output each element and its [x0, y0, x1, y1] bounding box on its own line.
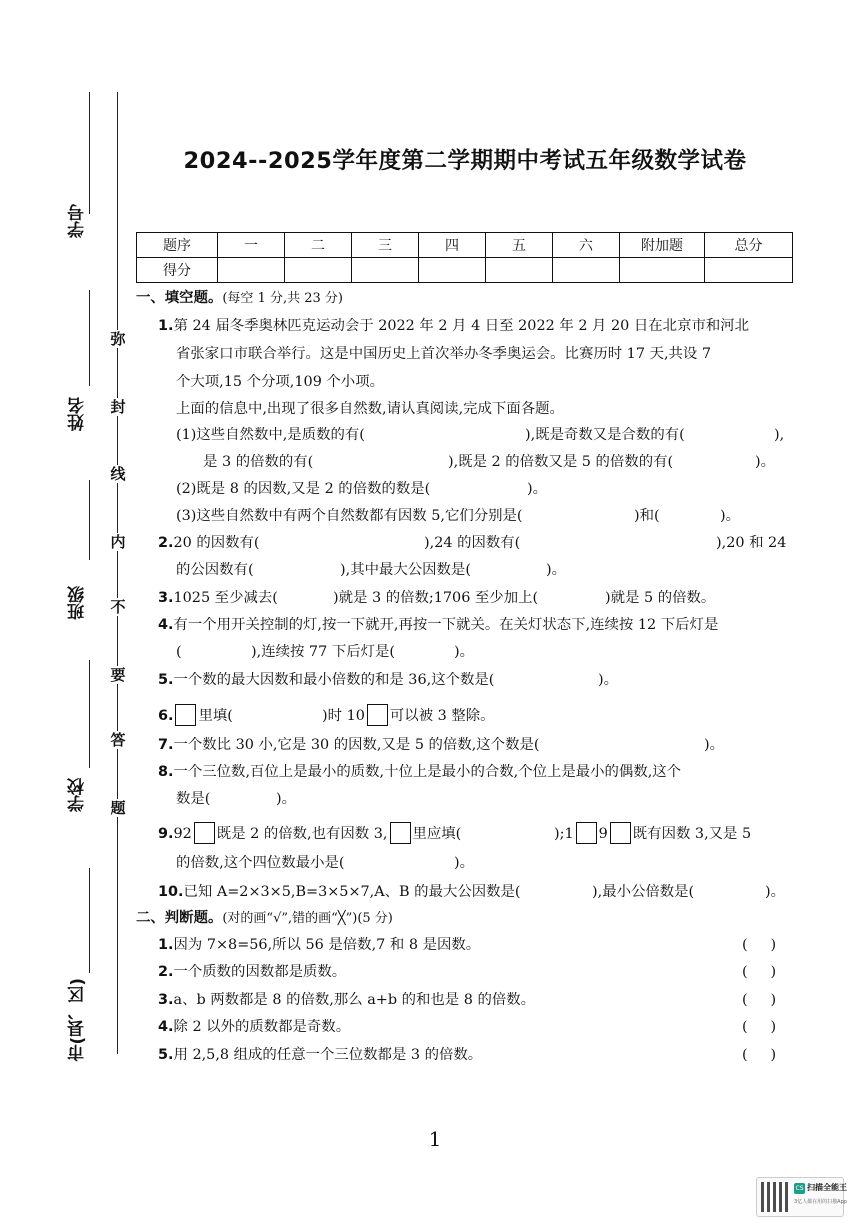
score-header-cell: 一	[218, 233, 285, 258]
question-number: 8.	[158, 764, 174, 780]
question-number: 3.	[158, 590, 174, 606]
class-label: 班级	[68, 586, 88, 620]
q1-sub1-text: ),	[774, 427, 785, 443]
q1-sub1-text: )。	[755, 454, 776, 470]
page-number: 1	[428, 1127, 442, 1151]
scanner-logo-icon: CS	[795, 1185, 804, 1192]
q1-sub3-text: )。	[720, 508, 741, 524]
q1-line1: 第 24 届冬季奥林匹克运动会于 2022 年 2 月 4 日至 2022 年 2 月 20 日在北京市和河北	[173, 318, 750, 334]
exam-title: 2024--2025学年度第二学期期中考试五年级数学试卷	[183, 148, 747, 174]
school-label: 学校	[68, 778, 88, 812]
judge-answer-paren[interactable]: ( )	[742, 1047, 777, 1063]
section2-heading: 二、判断题。(对的画“√”,错的画“╳”)(5 分)	[136, 910, 393, 926]
score-input-cell[interactable]	[218, 258, 285, 283]
score-header-cell: 六	[553, 233, 620, 258]
seal-char: 弥	[110, 330, 126, 348]
score-header-cell: 三	[352, 233, 419, 258]
q1-sub1-text: ),既是奇数又是合数的有(	[525, 427, 685, 443]
district-label: 市(县、区)	[68, 978, 88, 1062]
binding-line-outer	[89, 290, 90, 386]
answer-box[interactable]	[390, 822, 411, 844]
student-id-label: 学号	[68, 204, 88, 238]
score-row-label: 得分	[137, 258, 218, 283]
q1-sub1-text: ),既是 2 的倍数又是 5 的倍数的有(	[448, 454, 674, 470]
seal-char: 内	[110, 533, 126, 551]
question-number: 9.	[158, 826, 174, 842]
q1-sub2-text: )。	[527, 481, 548, 497]
section1-heading: 一、填空题。(每空 1 分,共 23 分)	[136, 290, 343, 306]
judge-answer-paren[interactable]: ( )	[742, 937, 777, 953]
answer-box[interactable]	[576, 822, 597, 844]
name-label: 姓名	[68, 397, 88, 431]
question-number: 1.	[158, 937, 174, 953]
seal-char: 答	[110, 731, 126, 749]
answer-box[interactable]	[367, 704, 388, 726]
judge-answer-paren[interactable]: ( )	[742, 992, 777, 1008]
score-table	[136, 232, 793, 283]
score-input-cell[interactable]	[352, 258, 419, 283]
score-input-cell[interactable]	[553, 258, 620, 283]
binding-line-outer	[89, 660, 90, 768]
q1-line2: 省张家口市联合举行。这是中国历史上首次举办冬季奥运会。比赛历时 17 天,共设 7	[176, 346, 712, 362]
score-input-cell[interactable]	[486, 258, 553, 283]
binding-line-outer	[89, 868, 90, 973]
question-number: 4.	[158, 1019, 174, 1035]
score-header-cell: 二	[285, 233, 352, 258]
score-input-cell[interactable]	[705, 258, 793, 283]
score-table-header-row	[137, 233, 793, 258]
binding-line-inner	[117, 92, 118, 1054]
section2-note: (对的画“√”,错的画“╳”)(5 分)	[222, 911, 393, 926]
score-header-cell: 总分	[705, 233, 793, 258]
score-input-cell[interactable]	[620, 258, 705, 283]
judge-answer-paren[interactable]: ( )	[742, 1019, 777, 1035]
seal-char: 不	[110, 598, 126, 616]
binding-line-outer	[89, 92, 90, 214]
q1-sub1-text: 是 3 的倍数的有(	[203, 454, 314, 470]
question-number: 6.	[158, 708, 174, 724]
seal-char: 线	[110, 465, 126, 483]
question-number: 5.	[158, 672, 174, 688]
answer-box[interactable]	[194, 822, 215, 844]
score-header-cell: 附加题	[620, 233, 705, 258]
q1-sub1-text: (1)这些自然数中,是质数的有(	[176, 427, 365, 443]
q1-sub3-text: )和(	[634, 508, 660, 524]
q1-line3: 个大项,15 个分项,109 个小项。	[176, 374, 384, 390]
question-number: 1.	[158, 318, 174, 334]
question-number: 7.	[158, 737, 174, 753]
score-input-cell[interactable]	[419, 258, 486, 283]
question-number: 3.	[158, 992, 174, 1008]
scanner-badge-title: 扫描全能王	[807, 1183, 847, 1192]
section1-note: (每空 1 分,共 23 分)	[222, 291, 343, 306]
seal-char: 题	[110, 799, 126, 817]
question-number: 5.	[158, 1047, 174, 1063]
answer-box[interactable]	[610, 822, 631, 844]
seal-char: 要	[110, 666, 126, 684]
binding-line-outer	[89, 480, 90, 560]
score-header-cell: 四	[419, 233, 486, 258]
score-input-cell[interactable]	[285, 258, 352, 283]
q1-line4: 上面的信息中,出现了很多自然数,请认真阅读,完成下面各题。	[176, 401, 564, 417]
score-header-cell: 题序	[137, 233, 218, 258]
judge-answer-paren[interactable]: ( )	[742, 964, 777, 980]
question-number: 4.	[158, 617, 174, 633]
question-number: 2.	[158, 964, 174, 980]
scanner-badge-subtitle: 3亿人都在用的扫描App	[794, 1199, 847, 1205]
question-number: 2.	[158, 535, 174, 551]
q1-sub3-text: (3)这些自然数中有两个自然数都有因数 5,它们分别是(	[176, 508, 523, 524]
qr-code-icon	[761, 1182, 791, 1212]
scanner-badge	[756, 1177, 847, 1217]
answer-box[interactable]	[175, 704, 196, 726]
q1-sub2-text: (2)既是 8 的因数,又是 2 的倍数的数是(	[176, 481, 431, 497]
score-table-score-row	[137, 258, 793, 283]
seal-char: 封	[110, 398, 126, 416]
score-header-cell: 五	[486, 233, 553, 258]
question-number: 10.	[158, 884, 184, 900]
